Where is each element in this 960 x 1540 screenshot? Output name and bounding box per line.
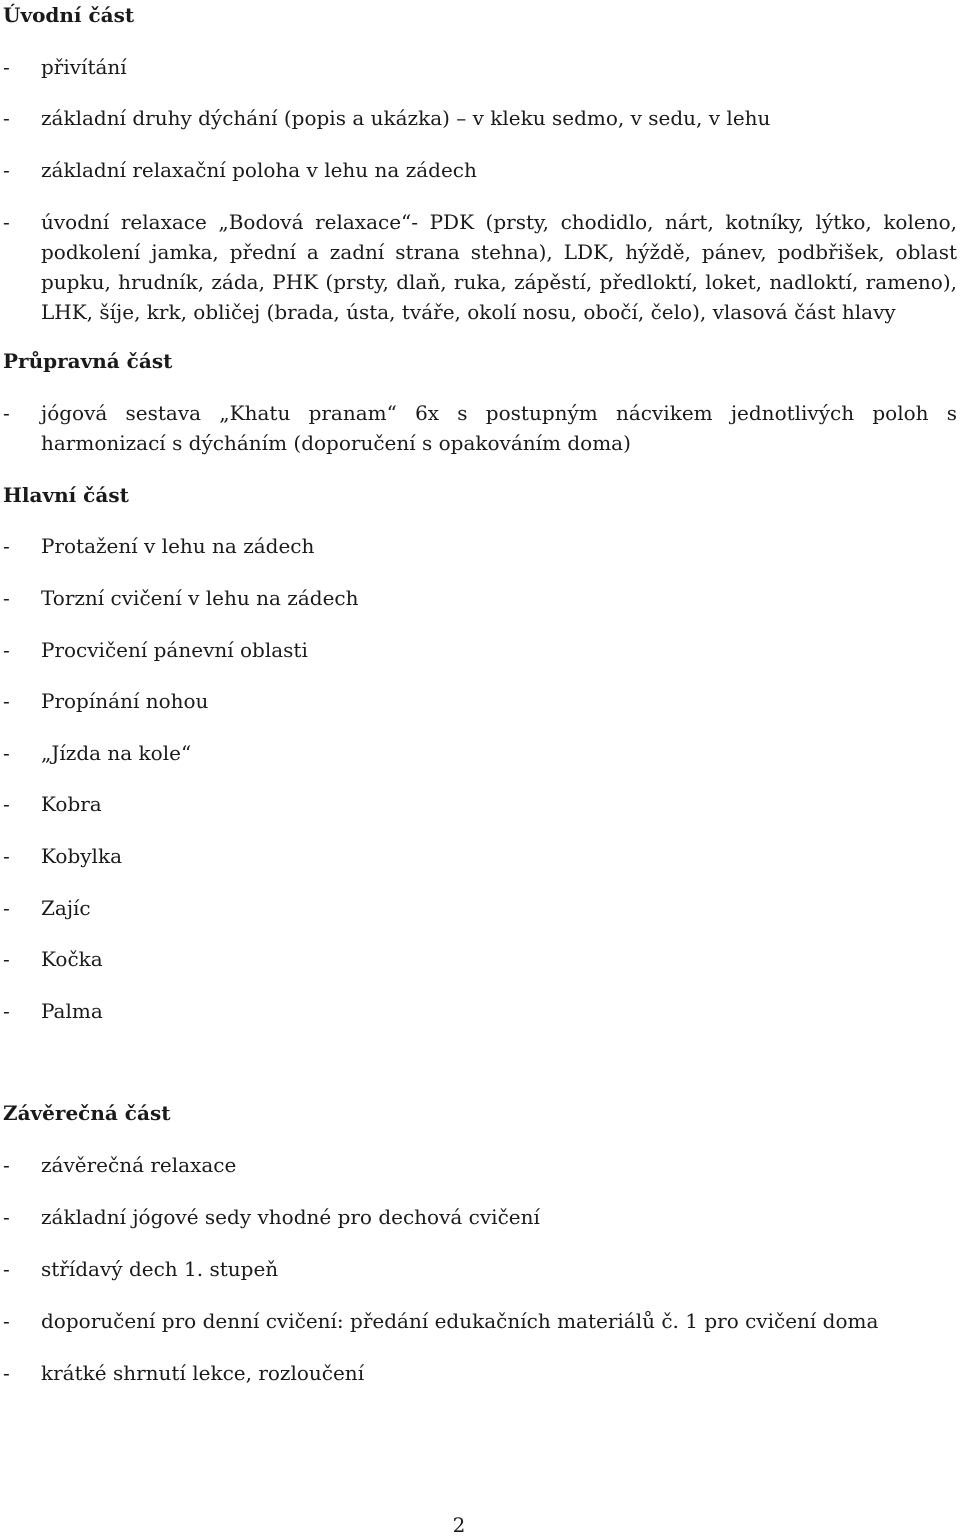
list-item-text: Palma	[41, 999, 103, 1023]
list-item-text: Kobra	[41, 792, 102, 816]
list-item	[3, 841, 957, 871]
list-item-text: krátké shrnutí lekce, rozloučení	[41, 1361, 365, 1385]
list-item	[3, 996, 957, 1026]
list-item	[3, 893, 957, 923]
dash-bullet: -	[3, 792, 10, 816]
list-item	[3, 207, 957, 327]
section-heading-intro: Úvodní část	[3, 3, 135, 27]
list-item-text: střídavý dech 1. stupeň	[41, 1257, 279, 1281]
list-item-text: základní druhy dýchání (popis a ukázka) – v kleku sedmo, v sedu, v lehu	[41, 106, 771, 130]
list-item	[3, 583, 957, 613]
section-heading-preparatory: Průpravná část	[3, 349, 173, 373]
dash-bullet: -	[3, 1153, 10, 1177]
dash-bullet: -	[3, 534, 10, 558]
dash-bullet: -	[3, 55, 10, 79]
list-item-text: Torzní cvičení v lehu na zádech	[41, 586, 359, 610]
list-item-text: Zajíc	[41, 896, 91, 920]
list-item-text: Propínání nohou	[41, 689, 209, 713]
list-item	[3, 1358, 957, 1388]
dash-bullet: -	[3, 1309, 10, 1333]
list-item-text: Kočka	[41, 947, 103, 971]
list-item	[3, 531, 957, 561]
list-item	[3, 686, 957, 716]
list-item	[3, 398, 957, 458]
dash-bullet: -	[3, 844, 10, 868]
section-heading-main: Hlavní část	[3, 483, 129, 507]
list-item	[3, 103, 957, 133]
dash-bullet: -	[3, 1257, 10, 1281]
dash-bullet: -	[3, 741, 10, 765]
dash-bullet: -	[3, 638, 10, 662]
dash-bullet: -	[3, 586, 10, 610]
dash-bullet: -	[3, 1361, 10, 1385]
dash-bullet: -	[3, 401, 10, 425]
list-item-text: „Jízda na kole“	[41, 741, 192, 765]
list-item-text: základní relaxační poloha v lehu na zádech	[41, 158, 477, 182]
dash-bullet: -	[3, 947, 10, 971]
list-item-text: Kobylka	[41, 844, 122, 868]
dash-bullet: -	[3, 210, 10, 234]
list-item-text: závěrečná relaxace	[41, 1153, 237, 1177]
dash-bullet: -	[3, 689, 10, 713]
list-item-text: přivítání	[41, 55, 127, 79]
list-item	[3, 738, 957, 768]
list-item	[3, 1150, 957, 1180]
list-item	[3, 1202, 957, 1232]
list-item	[3, 52, 957, 82]
dash-bullet: -	[3, 158, 10, 182]
list-item-text: základní jógové sedy vhodné pro dechová cvičení	[41, 1205, 540, 1229]
list-item	[3, 1254, 957, 1284]
section-heading-final: Závěrečná část	[3, 1101, 171, 1125]
dash-bullet: -	[3, 106, 10, 130]
list-item-text: Protažení v lehu na zádech	[41, 534, 315, 558]
list-item-text: úvodní relaxace „Bodová relaxace“- PDK (prsty, chodidlo, nárt, kotníky, lýtko, koleno, podkolení jamka, přední a zadní strana stehna), LDK, hýždě, pánev, podbřišek, oblast pupku, hrudník, záda, PHK (prsty, dlaň, ruka, zápěstí, předloktí, loket, nadloktí, rameno), LHK, šíje, krk, obličej (brada, ústa, tváře, okolí nosu, obočí, čelo), vlasová část hlavy	[41, 210, 957, 324]
list-item	[3, 944, 957, 974]
list-item	[3, 789, 957, 819]
dash-bullet: -	[3, 1205, 10, 1229]
list-item-text: jógová sestava „Khatu pranam“ 6x s postupným nácvikem jednotlivých poloh s harmonizací s dýcháním (doporučení s opakováním doma)	[41, 401, 957, 455]
dash-bullet: -	[3, 999, 10, 1023]
dash-bullet: -	[3, 896, 10, 920]
list-item	[3, 635, 957, 665]
list-item-text: doporučení pro denní cvičení: předání edukačních materiálů č. 1 pro cvičení doma	[41, 1309, 879, 1333]
list-item	[3, 155, 957, 185]
page-number: 2	[452, 1513, 466, 1537]
list-item	[3, 1306, 957, 1336]
list-item-text: Procvičení pánevní oblasti	[41, 638, 308, 662]
